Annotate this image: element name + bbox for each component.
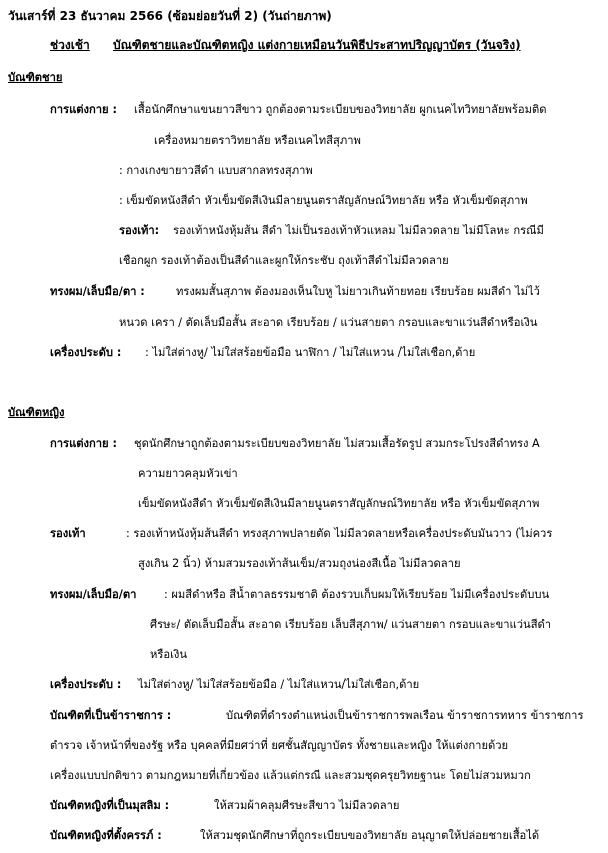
female-hair-line-3: หรือเงิน <box>150 648 188 661</box>
male-hair-label: ทรงผม/เล็บมือ/ตา : <box>50 285 145 298</box>
morning-label: ช่วงเช้า <box>50 38 90 52</box>
male-accessories-label: เครื่องประดับ : <box>50 346 122 359</box>
male-dress-line-2: เครื่องหมายตราวิทยาลัย หรือเนคไทสีสุภาพ <box>154 134 361 147</box>
female-shoes-line-2: สูงเกิน 2 นิ้ว) ห้ามสวมรองเท้าส้นเข็ม/สวมถุงน่องสีเนื้อ ไม่มีลวดลาย <box>138 557 461 570</box>
muslim-label: บัณฑิตหญิงที่เป็นมุสลิม : <box>50 799 170 812</box>
pregnant-label: บัณฑิตหญิงที่ตั้งครรภ์ : <box>50 829 162 842</box>
male-shoes-line-2: เชือกผูก รองเท้าต้องเป็นสีดำและผูกให้กระชับ ถุงเท้าสีดำไม่มีลวดลาย <box>119 254 449 267</box>
male-hair-line-1: ทรงผมสั้นสุภาพ ต้องมองเห็นใบหู ไม่ยาวเกินท้ายทอย เรียบร้อย ผมสีดำ ไม่ไว้ <box>176 285 540 298</box>
female-accessories: ไม่ใส่ต่างหู/ ไม่ใส่สร้อยข้อมือ / ไม่ใส่แหวน/ไม่ใส่เชือก,ด้าย <box>138 678 420 691</box>
pregnant-text: ให้สวมชุดนักศึกษาที่ถูกระเบียบของวิทยาลัย อนุญาตให้ปล่อยชายเสื้อได้ <box>200 829 540 842</box>
male-shoes-label: รองเท้า: <box>119 224 160 237</box>
female-hair-label: ทรงผม/เล็บมือ/ตา <box>50 588 137 601</box>
muslim-text: ให้สวมผ้าคลุมศีรษะสีขาว ไม่มีลวดลาย <box>214 799 400 812</box>
male-pants: : กางเกงขายาวสีดำ แบบสากลทรงสุภาพ <box>119 164 313 177</box>
female-dress-line-1: ชุดนักศึกษาถูกต้องตามระเบียบของวิทยาลัย ไม่สวมเสื้อรัดรูป สวมกระโปรงสีดำทรง A <box>134 437 540 450</box>
civil-servant-label: บัณฑิตที่เป็นข้าราชการ : <box>50 709 172 722</box>
civil-servant-line-1: บัณฑิตที่ดำรงตำแหน่งเป็นข้าราชการพลเรือน ข้าราชการทหาร ข้าราชการ <box>226 709 584 722</box>
female-heading: บัณฑิตหญิง <box>8 406 65 419</box>
civil-servant-line-2: ตำรวจ เจ้าหน้าที่ของรัฐ หรือ บุคคลที่มียศว่าที่ ยศชั้นสัญญาบัตร ทั้งชายและหญิง ให้แต่งกายด้วย <box>50 739 509 752</box>
female-shoes-line-1: : รองเท้าหนังหุ้มส้นสีดำ ทรงสุภาพปลายตัด ไม่มีลวดลายหรือเครื่องประดับมันวาว (ไม่ควร <box>126 527 553 540</box>
male-belt: : เข็มขัดหนังสีดำ หัวเข็มขัดสีเงินมีลายนูนตราสัญลักษณ์วิทยาลัย หรือ หัวเข็มขัดสุภาพ <box>119 194 528 207</box>
female-dress-line-2: ความยาวคลุมหัวเข่า <box>138 467 238 480</box>
female-dress-label: การแต่งกาย : <box>50 437 117 450</box>
male-heading: บัณฑิตชาย <box>8 71 63 84</box>
male-hair-line-2: หนวด เครา / ตัดเล็บมือสั้น สะอาด เรียบร้อย / แว่นสายตา กรอบและขาแว่นสีดำหรือเงิน <box>119 316 538 329</box>
female-shoes-label: รองเท้า <box>50 527 86 540</box>
male-dress-line-1: เสื้อนักศึกษาแขนยาวสีขาว ถูกต้องตามระเบียบของวิทยาลัย ผูกเนคไทวิทยาลัยพร้อมติด <box>134 103 547 116</box>
civil-servant-line-3: เครื่องแบบปกติขาว ตามกฎหมายที่เกี่ยวข้อง แล้วแต่กรณี และสวมชุดครุยวิทยฐานะ โดยไม่สวมหมวก <box>50 769 531 782</box>
female-belt: เข็มขัดหนังสีดำ หัวเข็มขัดสีเงินมีลายนูนตราสัญลักษณ์วิทยาลัย หรือ หัวเข็มขัดสุภาพ <box>138 497 540 510</box>
male-shoes-line-1: รองเท้าหนังหุ้มส้น สีดำ ไม่เป็นรองเท้าหัวแหลม ไม่มีลวดลาย ไม่มีโลหะ กรณีมี <box>173 224 544 237</box>
female-accessories-label: เครื่องประดับ : <box>50 678 122 691</box>
female-hair-line-1: : ผมสีดำหรือ สีน้ำตาลธรรมชาติ ต้องรวบเก็บผมให้เรียบร้อย ไม่มีเครื่องประดับบน <box>164 588 550 601</box>
morning-text: บัณฑิตชายและบัณฑิตหญิง แต่งกายเหมือนวันพิธีประสาทปริญญาบัตร (วันจริง) <box>113 38 521 52</box>
female-hair-line-2: ศีรษะ/ ตัดเล็บมือสั้น สะอาด เรียบร้อย เล็บสีสุภาพ/ แว่นสายตา กรอบและขาแว่นสีดำ <box>150 618 552 631</box>
page-title: วันเสาร์ที่ 23 ธันวาคม 2566 (ซ้อมย่อยวันที่ 2) (วันถ่ายภาพ) <box>8 9 332 23</box>
male-dress-label: การแต่งกาย : <box>50 103 117 116</box>
male-accessories: : ไม่ใส่ต่างหู/ ไม่ใส่สร้อยข้อมือ นาฬิกา / ไม่ใส่แหวน /ไม่ใส่เชือก,ด้าย <box>145 346 476 359</box>
